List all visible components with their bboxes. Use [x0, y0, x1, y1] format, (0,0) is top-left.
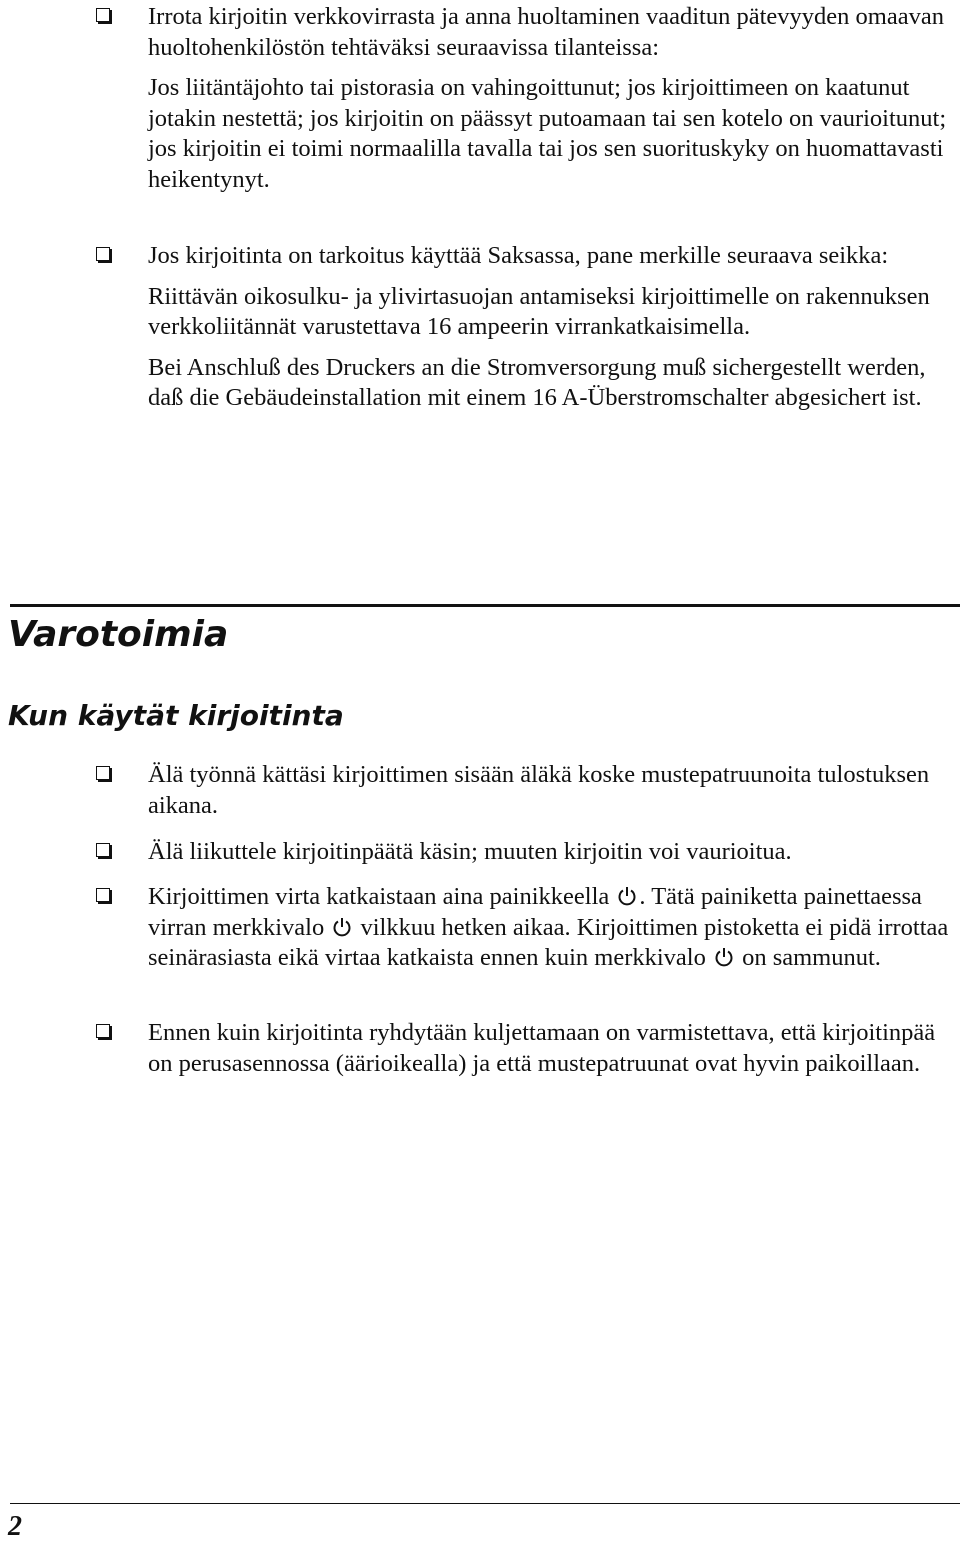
checkbox-icon — [96, 8, 110, 22]
precaution-text-1: Älä työnnä kättäsi kirjoittimen sisään äläkä koske mustepatruunoita tulostuksen aikana. — [148, 761, 930, 819]
power-icon — [713, 946, 735, 968]
intro-item-2 — [96, 241, 960, 414]
precaution-item-4 — [96, 1018, 960, 1079]
precaution-text-3-part-1: Kirjoittimen virta katkaistaan aina painikkeella — [148, 883, 610, 910]
checkbox-icon — [96, 766, 110, 780]
power-icon — [616, 885, 638, 907]
intro-item-1-para-2: Jos liitäntäjohto tai pistorasia on vahingoittunut; jos kirjoittimeen on kaatunut jotakin nestettä; jos kirjoitin on päässyt putoamaan tai sen kotelo on vaurioitunut; jos kirjoitin ei toimi normaalilla tavalla tai jos sen suorituskyky on huomattavasti heikentynyt. — [148, 74, 947, 193]
precaution-item-2 — [96, 837, 960, 868]
precaution-text-3-part-4: on sammunut. — [742, 944, 881, 971]
power-icon — [331, 916, 353, 938]
intro-item-2-para-3: Bei Anschluß des Druckers an die Stromversorgung muß sichergestellt werden, daß die Gebäudeinstallation mit einem 16 A-Überstromschalter abgesichert ist. — [148, 353, 926, 411]
intro-item-1-para-1: Irrota kirjoitin verkkovirrasta ja anna huoltaminen vaaditun pätevyyden omaavan huoltohenkilöstön tehtäväksi seuraavissa tilanteissa: — [148, 3, 944, 61]
footer-divider — [10, 1503, 960, 1504]
intro-item-2-para-2: Riittävän oikosulku- ja ylivirtasuojan antamiseksi kirjoittimelle on rakennuksen verkkoliitännät varustettava 16 ampeerin virrankatkaisimella. — [148, 282, 930, 340]
precaution-item-3 — [96, 882, 960, 974]
checkbox-icon — [96, 888, 110, 902]
intro-item-1 — [96, 2, 960, 195]
checkbox-icon — [96, 247, 110, 261]
intro-item-2-para-1: Jos kirjoitinta on tarkoitus käyttää Saksassa, pane merkille seuraava seikka: — [148, 242, 889, 269]
section-title: Varotoimia — [8, 614, 229, 655]
precaution-text-3 — [148, 882, 960, 974]
precaution-text-3-part-3: vilkkuu hetken aikaa. Kirjoittimen pistoketta ei pidä irrottaa seinärasiasta eikä virtaa katkaista ennen kuin merkkivalo — [148, 913, 949, 971]
precaution-item-1 — [96, 760, 960, 821]
checkbox-icon — [96, 843, 110, 857]
precaution-text-4: Ennen kuin kirjoitinta ryhdytään kuljettamaan on varmistettava, että kirjoitinpää on perusasennossa (äärioikealla) ja että mustepatruunat ovat hyvin paikoillaan. — [148, 1019, 936, 1077]
checkbox-icon — [96, 1024, 110, 1038]
subsection-title: Kun käytät kirjoitinta — [8, 699, 344, 732]
precaution-text-2: Älä liikuttele kirjoitinpäätä käsin; muuten kirjoitin voi vaurioitua. — [148, 838, 792, 865]
precaution-text-3-part-2: . Tätä painiketta painettaessa virran merkkivalo — [148, 883, 922, 941]
section-divider — [10, 604, 960, 607]
page-number: 2 — [8, 1511, 22, 1542]
